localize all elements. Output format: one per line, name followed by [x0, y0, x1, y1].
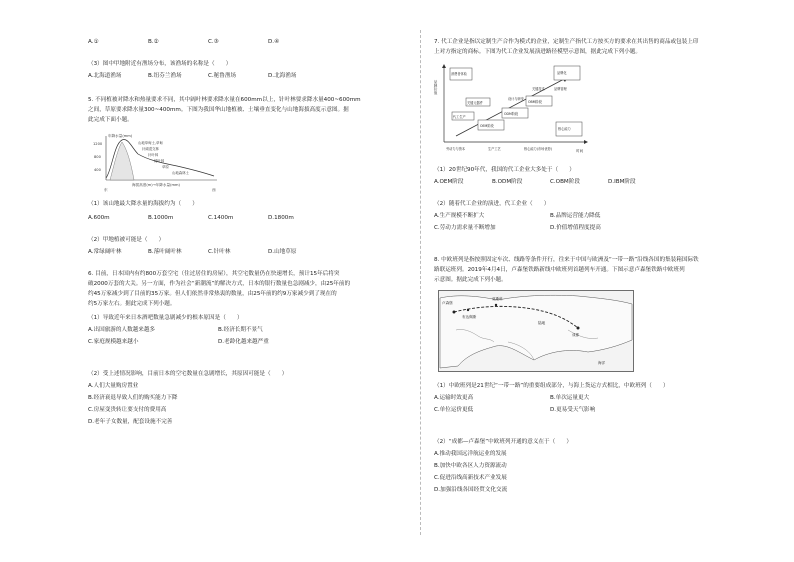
q7-1-option-c[interactable]: C.OBM阶段 [550, 179, 580, 185]
q7-fig-x-label: 时间 [576, 149, 584, 153]
q7-fig-box-core-label: 核心能力 [558, 127, 571, 131]
q8-map-label-ocean: 海洋 [598, 361, 606, 365]
q7-fig-box-brand-label: 品牌化 [557, 71, 567, 75]
q5-intro-line-1: 5. 不同植被对降水和热量要求不同，其中阔叶林要求降水量在600mm以上，针叶林要求降水量400~600mm [88, 97, 361, 103]
q6-1-option-c[interactable]: C.家庭规模越来越小 [88, 339, 139, 345]
q7-fig-box-oemprod-label: 代工生产 [453, 115, 466, 119]
q5-intro-line-3: 此完成下面小题。 [88, 117, 133, 123]
q-top-3-option-c[interactable]: C.秘鲁渔场 [208, 73, 237, 79]
q5-fig-zone-3: 针叶林 [148, 153, 159, 157]
q8-1-stem: （1）中欧班列是21世纪“一带一路”的重要组成部分，与海上货运方式相比，中欧班列（ ） [434, 383, 669, 389]
q7-fig-box-obm-label: OBM阶段 [528, 100, 542, 104]
q5-fig-ytick-2: 800 [94, 155, 101, 159]
q5-fig-x-label: 海拔高度(m)→年降水量(mm) [132, 183, 180, 187]
q7-fig-right-label-2: 设计与研发 [508, 97, 524, 101]
q8-1-option-c[interactable]: C.单位运价更低 [434, 407, 474, 413]
q5-1-option-d[interactable]: D.1800m [268, 215, 294, 221]
q5-2-option-d[interactable]: D.山地草原 [268, 249, 297, 255]
q5-1-stem: （1）该山地最大降水量的海拔约为（ ） [88, 201, 198, 207]
q5-fig-mountain [110, 142, 134, 180]
q6-1-option-b[interactable]: B.经济长期不景气 [218, 327, 263, 333]
q8-2-stem: （2）“成都—卢森堡”中欧班列开通的意义在于（ ） [434, 439, 573, 445]
q6-intro-line-3: 约45万家减少到了目前的35万家。但人们依然非常热衷的数量，由25年前的约9万家减少到了现在的 [88, 291, 337, 297]
top-option-a[interactable]: A.① [88, 39, 99, 45]
q8-map-label-luxembourg: 卢森堡 [442, 301, 453, 305]
q5-mountain-figure [92, 130, 222, 192]
q7-fig-box-oem-label: OEM阶段 [480, 124, 494, 128]
q6-intro-line-4: 约5万家左右。据此完成下列小题。 [88, 301, 176, 307]
q6-1-option-d[interactable]: D.老龄化越来越严重 [218, 339, 269, 345]
q5-2-option-c[interactable]: C.针叶林 [208, 249, 231, 255]
q5-1-option-c[interactable]: C.1400m [208, 215, 234, 221]
q6-2-stem: （2）受上述情况影响，目前日本的空宅数量在急剧增长，其原因可能是（ ） [88, 371, 288, 377]
q7-intro-line-1: 7. 代工企业是指以定制生产合作为模式的企业，定制生产指代工方按买方的要求在其出售的商品或包装上印 [434, 39, 699, 45]
q5-1-option-b[interactable]: B.1000m [148, 215, 174, 221]
q-top-3-option-a[interactable]: A.北海道渔场 [88, 73, 122, 79]
q5-fig-ytick-3: 400 [94, 168, 101, 172]
q6-2-option-a[interactable]: A.人们大量购房置业 [88, 383, 139, 389]
q7-fig-trend-line [456, 78, 566, 136]
q7-fig-box-odm-label: ODM阶段 [504, 112, 519, 116]
q7-2-option-b[interactable]: B.品牌运营能力降低 [550, 213, 601, 219]
q5-fig-x-start: 东 [104, 188, 108, 192]
q8-1-option-a[interactable]: A.运输时效更高 [434, 395, 474, 401]
q7-1-option-a[interactable]: A.OEM阶段 [434, 179, 464, 185]
q8-railway-map [438, 290, 634, 372]
q5-fig-x-end: 西 [212, 188, 216, 192]
q7-intro-line-2: 上对方指定的商标。下图为代工企业发展演进路径模型示意图，据此完成下列小题。 [434, 49, 641, 55]
q5-fig-y-label: 年降水量(mm) [108, 134, 133, 138]
q8-intro-line-2: 路联运班列。2019年4月4日，卢森堡铁路新线中欧班列首趟列车开通。下图示意卢森堡铁路中欧班列 [434, 267, 685, 273]
q6-1-option-a[interactable]: A.出国旅游的人数越来越多 [88, 327, 156, 333]
q5-intro-line-2: 之间，草原要求降水量300~400mm。下图为我国华山地植被、土壤垂直变化与山地海拔高度示意图。据 [88, 107, 349, 113]
q8-2-option-b[interactable]: B.加快中欧各区人力资源流动 [434, 463, 507, 469]
q-top-3-option-b[interactable]: B.纽芬兰渔场 [148, 73, 182, 79]
q7-2-option-c[interactable]: C.劳动力需求量不断增加 [434, 225, 496, 231]
q7-oem-figure [436, 60, 592, 158]
q5-fig-zone-4: 阔叶林 [154, 159, 165, 163]
q7-fig-box-consumer-label: 消费者体验 [451, 72, 467, 76]
q6-1-stem: （1）导致近年来日本酒吧数量急剧减少的根本原因是（ ） [88, 315, 243, 321]
q6-2-option-c[interactable]: C.房屋变贵转让要支付的费用高 [88, 407, 167, 413]
q5-fig-ytick-1: 1200 [93, 142, 103, 146]
q8-2-option-a[interactable]: A.推动我国远洋航运业的发展 [434, 451, 507, 457]
q-top-3-stem: （3）图中甲地附近有渔场分布，该渔场的名称是（ ） [88, 61, 232, 67]
q8-map-point-chengdu [577, 327, 580, 330]
q6-2-option-b[interactable]: B.经济衰退导致人们的购买能力下降 [88, 395, 178, 401]
q8-1-option-b[interactable]: B.单次运量更大 [550, 395, 590, 401]
q5-fig-zone-6: 山地森林土 [172, 171, 189, 175]
q7-1-stem: （1）20世纪90年代，我国的代工企业大多处于（ ） [434, 167, 575, 173]
q8-map-label-moscow: 莫斯科 [492, 297, 503, 301]
q-top-3-option-d[interactable]: D.北海渔场 [268, 73, 297, 79]
q8-2-option-d[interactable]: D.加强沿线各国经贸文化交流 [434, 487, 508, 493]
q6-2-option-d[interactable]: D.老年子女数量，配套设施不完善 [88, 419, 173, 425]
q5-1-option-a[interactable]: A.600m [88, 215, 110, 221]
q7-2-option-d[interactable]: D.价值增值程度提高 [550, 225, 601, 231]
column-divider [420, 30, 421, 535]
q7-2-option-a[interactable]: A.生产规模不断扩大 [434, 213, 485, 219]
q7-fig-y-label: 品牌价值 [434, 80, 438, 95]
top-option-d[interactable]: D.④ [268, 39, 280, 45]
q7-fig-bottom-label-3: 核心能力(市场优势) [524, 147, 552, 151]
q5-2-stem: （2）甲地植被可能是（ ） [88, 237, 165, 243]
q8-map-point-moscow [495, 304, 497, 306]
q6-intro-line-1: 6. 目前，日本国内有约800万套空宅（住过居住的房屋），其空宅数量仍在快速增长，预计15年后将突 [88, 271, 340, 277]
q8-intro-line-1: 8. 中欧班列是指按照固定车次、线路等条件开行，往来于中国与欧洲及“一带一路”沿线各国的集装箱国际铁 [434, 257, 699, 263]
q6-intro-line-2: 破2000万套的大关。另一方面，作为社会“新潮流”的解决方式，日本的银行数量也急剧减少，由25年前的 [88, 281, 351, 287]
q8-intro-line-3: 示意图。据此完成下列小题。 [434, 277, 507, 283]
q7-1-option-b[interactable]: B.ODM阶段 [492, 179, 523, 185]
q8-map-label-budapest: 布达佩斯 [462, 315, 477, 319]
q8-map-label-land: 陆地 [538, 321, 546, 325]
q7-fig-right-label-3: 品牌管理 [554, 87, 567, 91]
q8-map-label-chengdu: 成都 [572, 333, 580, 337]
q5-2-option-b[interactable]: B.落叶阔叶林 [148, 249, 182, 255]
q7-2-stem: （2）随着代工企业的演进，代工企业（ ） [434, 201, 550, 207]
q5-fig-zone-1: 山地草甸土,草甸 [138, 141, 163, 145]
q8-map-point-budapest [467, 309, 469, 311]
top-option-c[interactable]: C.③ [208, 39, 219, 45]
top-option-b[interactable]: B.② [148, 39, 159, 45]
q7-fig-right-label-1: 关键技术 [532, 87, 545, 91]
q7-fig-bottom-label-2: 生产工艺 [488, 147, 501, 151]
q8-2-option-c[interactable]: C.促进沿线高新技术产业发展 [434, 475, 507, 481]
q5-2-option-a[interactable]: A.常绿阔叶林 [88, 249, 122, 255]
q8-map-point-luxembourg [453, 311, 456, 314]
q8-1-option-d[interactable]: D.更易受天气影响 [550, 407, 596, 413]
q7-fig-bottom-label-1: 劳动力与资本 [446, 147, 466, 151]
q7-1-option-d[interactable]: D.IBM阶段 [608, 179, 636, 185]
q5-fig-zone-5: 草原 [162, 165, 169, 169]
q7-fig-box-components-label: 关键元器件 [467, 101, 483, 105]
q5-fig-zone-2: 针阔混交林 [142, 147, 159, 151]
